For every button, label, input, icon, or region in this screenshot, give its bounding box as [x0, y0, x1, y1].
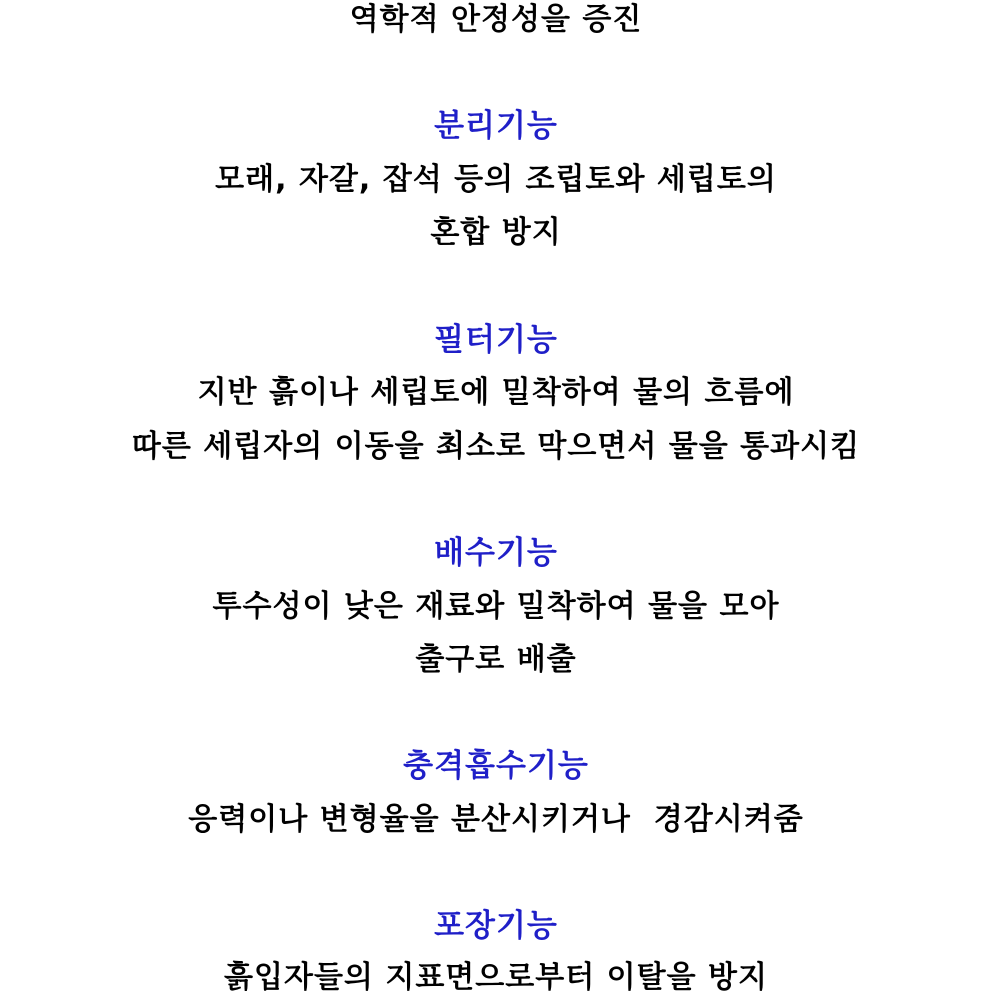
section-text-line: 모래, 자갈, 잡석 등의 조립토와 세립토의: [215, 162, 777, 197]
section-heading: 분리기능: [434, 108, 558, 144]
section-heading: 배수기능: [434, 535, 558, 571]
intro-line: 역학적 안정성을 증진: [349, 2, 643, 37]
section-heading: 포장기능: [434, 908, 558, 944]
section-text-line: 흙입자들의 지표면으로부터 이탈을 방지: [224, 960, 768, 995]
section-heading: 충격흡수기능: [403, 748, 589, 784]
section-text-line: 출구로 배출: [415, 642, 577, 677]
section-heading: 필터기능: [434, 322, 558, 358]
section-text-line: 지반 흙이나 세립토에 밀착하여 물의 흐름에: [197, 375, 795, 410]
section-text-line: 투수성이 낮은 재료와 밀착하여 물을 모아: [212, 589, 780, 624]
section-text-line: 혼합 방지: [430, 215, 562, 250]
section-text-line: 응력이나 변형율을 분산시키거나 경감시켜줌: [188, 802, 804, 837]
section-text-line: 따른 세립자의 이동을 최소로 막으면서 물을 통과시킴: [131, 429, 861, 464]
